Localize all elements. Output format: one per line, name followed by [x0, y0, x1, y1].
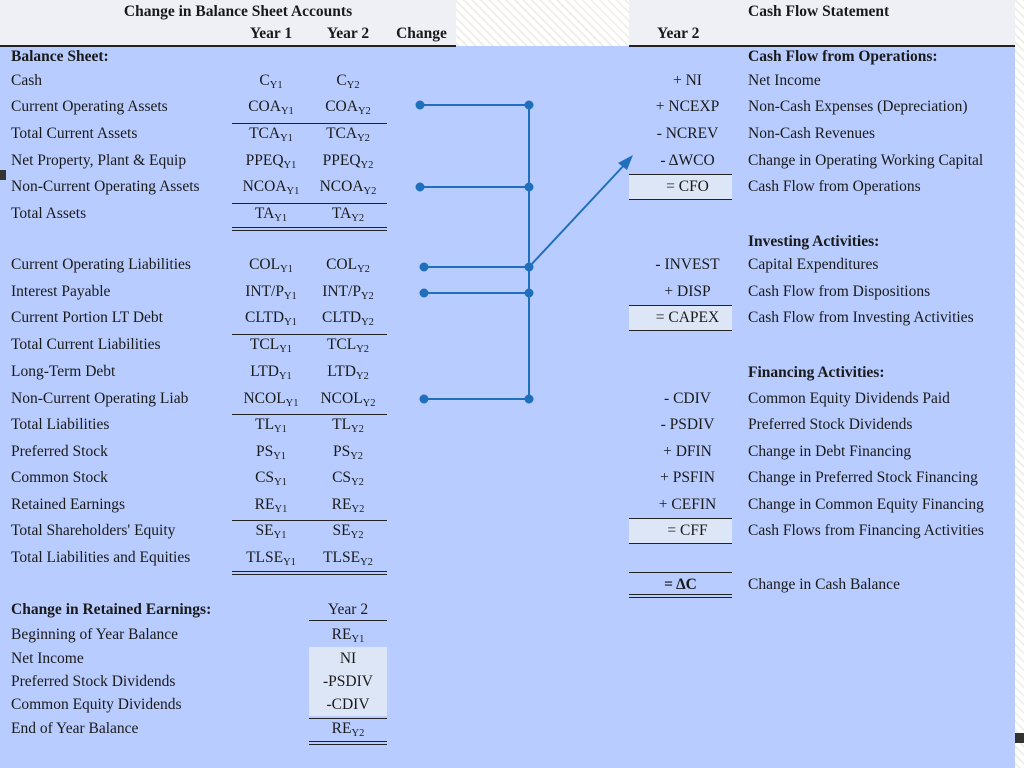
slide-edge-marker	[1015, 733, 1024, 743]
cf-fin-code: + PSFIN	[660, 469, 715, 486]
bs-row-y2-sub: Y2	[351, 504, 365, 515]
bs-row-label: Total Assets	[11, 205, 87, 222]
cf-inv-title: Investing Activities:	[748, 233, 880, 250]
cf-inv-label: Capital Expenditures	[748, 256, 879, 273]
bs-row-y1-text: C	[259, 72, 270, 89]
bs-col-change: Change	[396, 25, 447, 42]
re-row-value-sub: Y1	[351, 634, 365, 645]
bs-row-y1-sub: Y1	[274, 213, 288, 224]
bs-row-y2-text: C	[336, 72, 347, 89]
re-col: Year 2	[327, 601, 369, 618]
bs-row-y2-text: RE	[331, 496, 352, 513]
bs-row-y1-text: TA	[254, 205, 275, 222]
cf-ops-label: Net Income	[748, 72, 821, 89]
connector-dot	[421, 290, 428, 297]
bs-row-y2-sub: Y2	[356, 344, 370, 355]
bs-row-y2-text: COL	[326, 256, 358, 273]
bs-row-label: Retained Earnings	[11, 496, 126, 513]
bs-row-label: Total Current Assets	[11, 125, 138, 142]
bs-row-y1-sub: Y1	[280, 106, 294, 117]
bs-row-y2-sub: Y2	[351, 424, 364, 435]
bs-row-y2-text: PPEQ	[322, 152, 361, 169]
bs-row-y1-text: TCL	[249, 336, 280, 353]
cf-ops-title: Cash Flow from Operations:	[748, 48, 938, 65]
connector-dot	[421, 396, 428, 403]
bs-row-y1-sub: Y1	[274, 424, 287, 435]
bs-row-y1-text: RE	[254, 496, 275, 513]
cf-ops-label: Non-Cash Revenues	[748, 125, 875, 142]
cf-ops-label: Cash Flow from Operations	[748, 178, 921, 195]
cf-ops-code: + NCEXP	[655, 98, 720, 115]
cf-fin-label: Change in Debt Financing	[748, 443, 912, 460]
bs-row-y2-sub: Y2	[360, 160, 374, 171]
bs-row-y2-sub: Y2	[357, 133, 370, 144]
bs-row-label: Cash	[11, 72, 42, 89]
bs-row-y2-sub: Y2	[350, 530, 364, 541]
cf-fin-label: Common Equity Dividends Paid	[748, 390, 950, 407]
bs-row-y2-sub: Y2	[360, 557, 373, 568]
bs-row-y1-text: PPEQ	[245, 152, 284, 169]
bs-row-y2-text: COA	[325, 98, 358, 115]
connector-dot	[421, 264, 428, 271]
bs-title: Change in Balance Sheet Accounts	[123, 3, 353, 20]
bs-row-label: Current Operating Liabilities	[11, 256, 191, 273]
bs-row-y2-text: CS	[332, 469, 352, 486]
bs-row-y2-text: TCA	[326, 125, 358, 142]
bs-row-y1-sub: Y1	[283, 160, 297, 171]
re-row-value-text: RE	[331, 626, 352, 643]
cf-ops-code: - NCREV	[656, 125, 719, 142]
bs-row-y2-text: TA	[331, 205, 352, 222]
cf-delta-label: Change in Cash Balance	[748, 576, 900, 593]
connector-arrow-line	[529, 162, 627, 267]
bs-row-y2-sub: Y2	[361, 317, 374, 328]
cf-ops-code: - ΔWCO	[660, 152, 715, 169]
cf-inv-label: Cash Flow from Investing Activities	[748, 309, 974, 326]
bs-row-label: Total Liabilities	[11, 416, 110, 433]
bs-row-y2-sub: Y2	[357, 106, 371, 117]
cf-fin-code: = CFF	[667, 522, 708, 539]
cf-col: Year 2	[657, 25, 700, 42]
bs-row-y1-text: TCA	[249, 125, 281, 142]
bs-row-y1-sub: Y1	[269, 80, 283, 91]
bs-row-y2-text: PS	[332, 443, 351, 460]
bs-row-y2-text: LTD	[327, 363, 356, 380]
bs-row-y2-text: TL	[332, 416, 352, 433]
connector-dot	[526, 396, 533, 403]
re-row-label: End of Year Balance	[11, 720, 139, 737]
bs-row-y1-text: PS	[255, 443, 274, 460]
cf-fin-label: Change in Preferred Stock Financing	[748, 469, 978, 486]
bs-row-label: Preferred Stock	[11, 443, 108, 460]
bs-col-year1: Year 1	[249, 25, 293, 42]
connector-dot	[526, 102, 533, 109]
bs-row-y1-sub: Y1	[279, 344, 293, 355]
cf-fin-code: + DFIN	[663, 443, 712, 460]
bs-row-y2-sub: Y2	[351, 477, 364, 488]
re-row-label: Preferred Stock Dividends	[11, 673, 176, 690]
bs-row-y2-sub: Y2	[360, 291, 374, 302]
bs-row-y1-sub: Y1	[284, 317, 297, 328]
cf-fin-code: - CDIV	[664, 390, 711, 407]
bs-row-y1-sub: Y1	[283, 291, 297, 302]
cf-inv-code: = CAPEX	[655, 309, 720, 326]
bs-row-y1-text: COL	[249, 256, 281, 273]
bs-row-label: Current Operating Assets	[11, 98, 168, 115]
bs-row-y2-sub: Y2	[362, 398, 376, 409]
bs-row-label: Net Property, Plant & Equip	[11, 152, 187, 169]
bs-row-y2-text: NCOL	[320, 390, 363, 407]
connector-dot	[417, 184, 424, 191]
re-title: Change in Retained Earnings:	[11, 601, 212, 618]
bs-row-y1-sub: Y1	[273, 451, 287, 462]
cf-ops-label: Change in Operating Working Capital	[748, 152, 984, 169]
bs-row-y1-text: INT/P	[245, 283, 284, 300]
bs-row-label: Non-Current Operating Liab	[11, 390, 189, 407]
connector-dot	[526, 290, 533, 297]
bs-row-y1-sub: Y1	[273, 530, 287, 541]
bs-row-label: Total Shareholders' Equity	[11, 522, 176, 539]
bs-row-y1-sub: Y1	[280, 264, 293, 275]
bs-row-y2-text: CLTD	[322, 309, 362, 326]
bs-row-label: Current Portion LT Debt	[11, 309, 163, 326]
connector-dot	[417, 102, 424, 109]
bs-row-y1-sub: Y1	[274, 477, 287, 488]
bs-col-year2: Year 2	[326, 25, 370, 42]
re-row-value-text: RE	[331, 720, 352, 737]
bs-row-y2-sub: Y2	[350, 451, 364, 462]
bs-row-y2-sub: Y2	[351, 213, 365, 224]
bs-row-label: Common Stock	[11, 469, 108, 486]
bs-row-label: Total Liabilities and Equities	[11, 549, 191, 566]
cf-ops-label: Non-Cash Expenses (Depreciation)	[748, 98, 968, 115]
cf-ops-code: + NI	[673, 72, 702, 89]
bs-section-title: Balance Sheet:	[11, 48, 109, 65]
bs-row-y1-sub: Y1	[280, 133, 293, 144]
bs-row-y2-sub: Y2	[355, 371, 369, 382]
re-row-value-sub: Y2	[351, 728, 365, 739]
bs-row-y1-text: NCOA	[242, 178, 287, 195]
bs-row-y2-text: NCOA	[319, 178, 364, 195]
bs-row-y1-text: LTD	[250, 363, 279, 380]
bs-row-y2-text: TCL	[326, 336, 357, 353]
cf-fin-label: Change in Common Equity Financing	[748, 496, 984, 513]
cf-fin-code: + CEFIN	[658, 496, 717, 513]
re-row-value-text: -CDIV	[326, 696, 370, 713]
cf-fin-code: - PSDIV	[660, 416, 715, 433]
bs-row-y2-sub: Y2	[363, 186, 377, 197]
bs-row-y1-text: COA	[248, 98, 281, 115]
bs-row-y1-sub: Y1	[285, 398, 299, 409]
bs-row-label: Interest Payable	[11, 283, 111, 300]
connector-dot	[526, 264, 533, 271]
cf-inv-code: + DISP	[664, 283, 711, 300]
bs-row-y2-text: INT/P	[322, 283, 361, 300]
bs-row-label: Non-Current Operating Assets	[11, 178, 200, 195]
cf-inv-code: - INVEST	[655, 256, 720, 273]
connector-dot	[526, 184, 533, 191]
bs-row-y2-sub: Y2	[357, 264, 370, 275]
bs-row-y1-sub: Y1	[283, 557, 296, 568]
bs-row-y2-text: TLSE	[323, 549, 361, 566]
bs-row-y1-text: CLTD	[245, 309, 285, 326]
cf-inv-label: Cash Flow from Dispositions	[748, 283, 931, 300]
slide-edge-marker	[0, 170, 6, 180]
bs-row-y1-text: CS	[255, 469, 275, 486]
bs-row-y1-sub: Y1	[278, 371, 292, 382]
cf-fin-label: Preferred Stock Dividends	[748, 416, 913, 433]
cf-title: Cash Flow Statement	[748, 3, 890, 20]
bs-row-y2-text: SE	[332, 522, 351, 539]
cf-fin-title: Financing Activities:	[748, 364, 885, 381]
bs-row-y2-sub: Y2	[346, 80, 360, 91]
bs-row-y1-text: TLSE	[246, 549, 284, 566]
bs-row-label: Long-Term Debt	[11, 363, 116, 380]
bs-row-y1-text: SE	[255, 522, 274, 539]
arrow-head-icon	[618, 155, 633, 170]
cf-delta-code: = ΔC	[664, 576, 697, 593]
bs-row-y1-text: NCOL	[243, 390, 286, 407]
re-row-label: Common Equity Dividends	[11, 696, 182, 713]
bs-row-label: Total Current Liabilities	[11, 336, 161, 353]
re-row-label: Net Income	[11, 650, 84, 667]
bs-row-y1-sub: Y1	[286, 186, 300, 197]
cf-fin-label: Cash Flows from Financing Activities	[748, 522, 984, 539]
re-row-value-text: -PSDIV	[323, 673, 373, 690]
re-row-value-text: NI	[339, 650, 357, 667]
bs-row-y1-text: TL	[255, 416, 275, 433]
cf-ops-code: = CFO	[666, 178, 709, 195]
bs-row-y1-sub: Y1	[274, 504, 288, 515]
re-row-label: Beginning of Year Balance	[11, 626, 179, 643]
